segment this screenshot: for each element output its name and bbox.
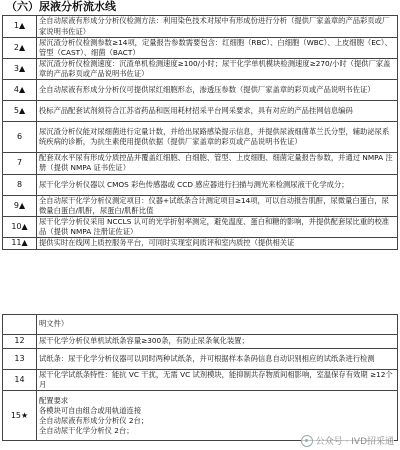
row-number: 1▲	[3, 16, 37, 38]
table-row	[3, 315, 398, 335]
row-number: 11▲	[3, 237, 37, 249]
table-row	[3, 101, 398, 122]
requirement-text: 尿干化学试纸条特性：能抗 VC 干扰，无需 VC 试剂模块，能抑制共存物质间相影响，室温保存有效期 ≥12个月	[37, 370, 398, 391]
requirement-line: 全自动尿液有形成分分析仪 2台；	[39, 415, 149, 425]
row-number: 9▲	[3, 195, 37, 216]
requirement-text: 尿干化学分析仪单机试纸条容量≥300条，有防止尿条氧化装置；	[37, 335, 398, 349]
row-number: 4▲	[3, 80, 37, 101]
requirement-text: 全自动尿液有形成分分析仪可提供尿红细胞形态，渗透压参数（提供厂家盖章的彩页或产品说明书佐证）	[37, 80, 398, 101]
requirement-text: 尿干化学分析仪采用 NCCLS 认可的光学折射率测定，避免温度、蛋白和糖的影响，并提供配套尿比重的校准品（提供 NMPA 注册证佐证）	[37, 216, 398, 237]
requirement-line: 全自动尿干化学分析仪 2台；	[39, 425, 134, 435]
table-row	[3, 349, 398, 370]
requirement-line: 配置要求	[39, 395, 69, 405]
row-number: 8	[3, 174, 37, 195]
row-number	[3, 315, 37, 335]
requirement-text: 尿沉渣分析仪检测速度：沉渣单机检测速度≥100/小时；尿干化学单机模块检测速度≥270/小时（提供厂家盖章的产品彩页或产品说明书佐证）	[37, 59, 398, 80]
requirement-text: 试纸条：尿干化学分析仪器可以同时两种试纸条，并可根据样本条码信息自动识别相应的试纸条进行检测	[37, 349, 398, 370]
requirement-text: 尿沉渣分析仪检测参数≥14项，定量报告参数需要包含：红细胞（RBC）、白细胞（WBC）、上皮细胞（EC）、管型（CAST）、细菌（BACT）	[37, 38, 398, 59]
table-row	[3, 16, 398, 38]
requirement-text: 明文件）	[37, 315, 398, 335]
page-break-gap	[0, 300, 400, 314]
table-row	[3, 153, 398, 174]
table-row	[3, 370, 398, 391]
requirement-text: 全自动尿液有形成分分析仪检测方法：利用染色技术对尿中有形成份进行分析（提供厂家盖章的产品彩页或厂家说明书佐证）	[37, 16, 398, 38]
table-row	[3, 80, 398, 101]
row-number: 10▲	[3, 216, 37, 237]
table-row	[3, 335, 398, 349]
row-number: 3▲	[3, 59, 37, 80]
row-number: 12	[3, 335, 37, 349]
row-number: 6	[3, 122, 37, 153]
requirement-text: 配套双水平尿有形成分质控品并覆盖红细胞、白细胞、管型、上皮细胞、细菌定量报告参数，并通过 NMPA 注册（提供 NMPA 证书佐证）	[37, 153, 398, 174]
table-row	[3, 59, 398, 80]
row-number: 13	[3, 349, 37, 370]
requirement-text: 尿沉渣分析仪能对尿细菌进行定量计数，并给出尿路感染提示信息，并提供尿液细菌革兰氏分型，辅助泌尿系统疾病的诊断，为抗生素使用提供依据（提供厂家盖章的彩页或产品说明书佐证）	[37, 122, 398, 153]
table-row	[3, 216, 398, 237]
watermark	[301, 434, 394, 447]
spec-table-part-2	[2, 314, 398, 441]
section-title: （六）尿液分析流水线	[6, 0, 116, 13]
requirement-line: 各模块可自由组合或用轨道连接	[39, 405, 142, 415]
table-row	[3, 237, 398, 249]
watermark-text: 公众号 · IVD招采通	[315, 437, 394, 447]
table-row	[3, 174, 398, 195]
table-row	[3, 38, 398, 59]
wechat-official-account-icon	[301, 435, 313, 447]
row-number: 14	[3, 370, 37, 391]
row-number: 15★	[3, 391, 37, 441]
table-row	[3, 195, 398, 216]
row-number: 5▲	[3, 101, 37, 122]
requirement-text: 投标产品配套试剂须符合江苏省药品和医用耗材招采平台网采要求，具有对应的产品挂网信息编码	[37, 101, 398, 122]
spec-table-part-1	[2, 15, 398, 250]
row-number: 7	[3, 153, 37, 174]
requirement-text: 尿干化学分析仪器以 CMOS 彩色传感器或 CCD 感应器进行扫描与测光来检测尿液干化学成分；	[37, 174, 398, 195]
table-row	[3, 122, 398, 153]
requirement-text: 全自动尿干化学分析仪测定项目：仪器+试纸条合计测定项目≥14项，可以自动报告肌酐，尿微量白蛋白，尿微量白蛋白/肌酐，尿蛋白/肌酐比值	[37, 195, 398, 216]
requirement-text: 提供实时在线网上质控服务平台，可同时实现室间质评和室内质控（提供相关证	[37, 237, 398, 249]
row-number: 2▲	[3, 38, 37, 59]
